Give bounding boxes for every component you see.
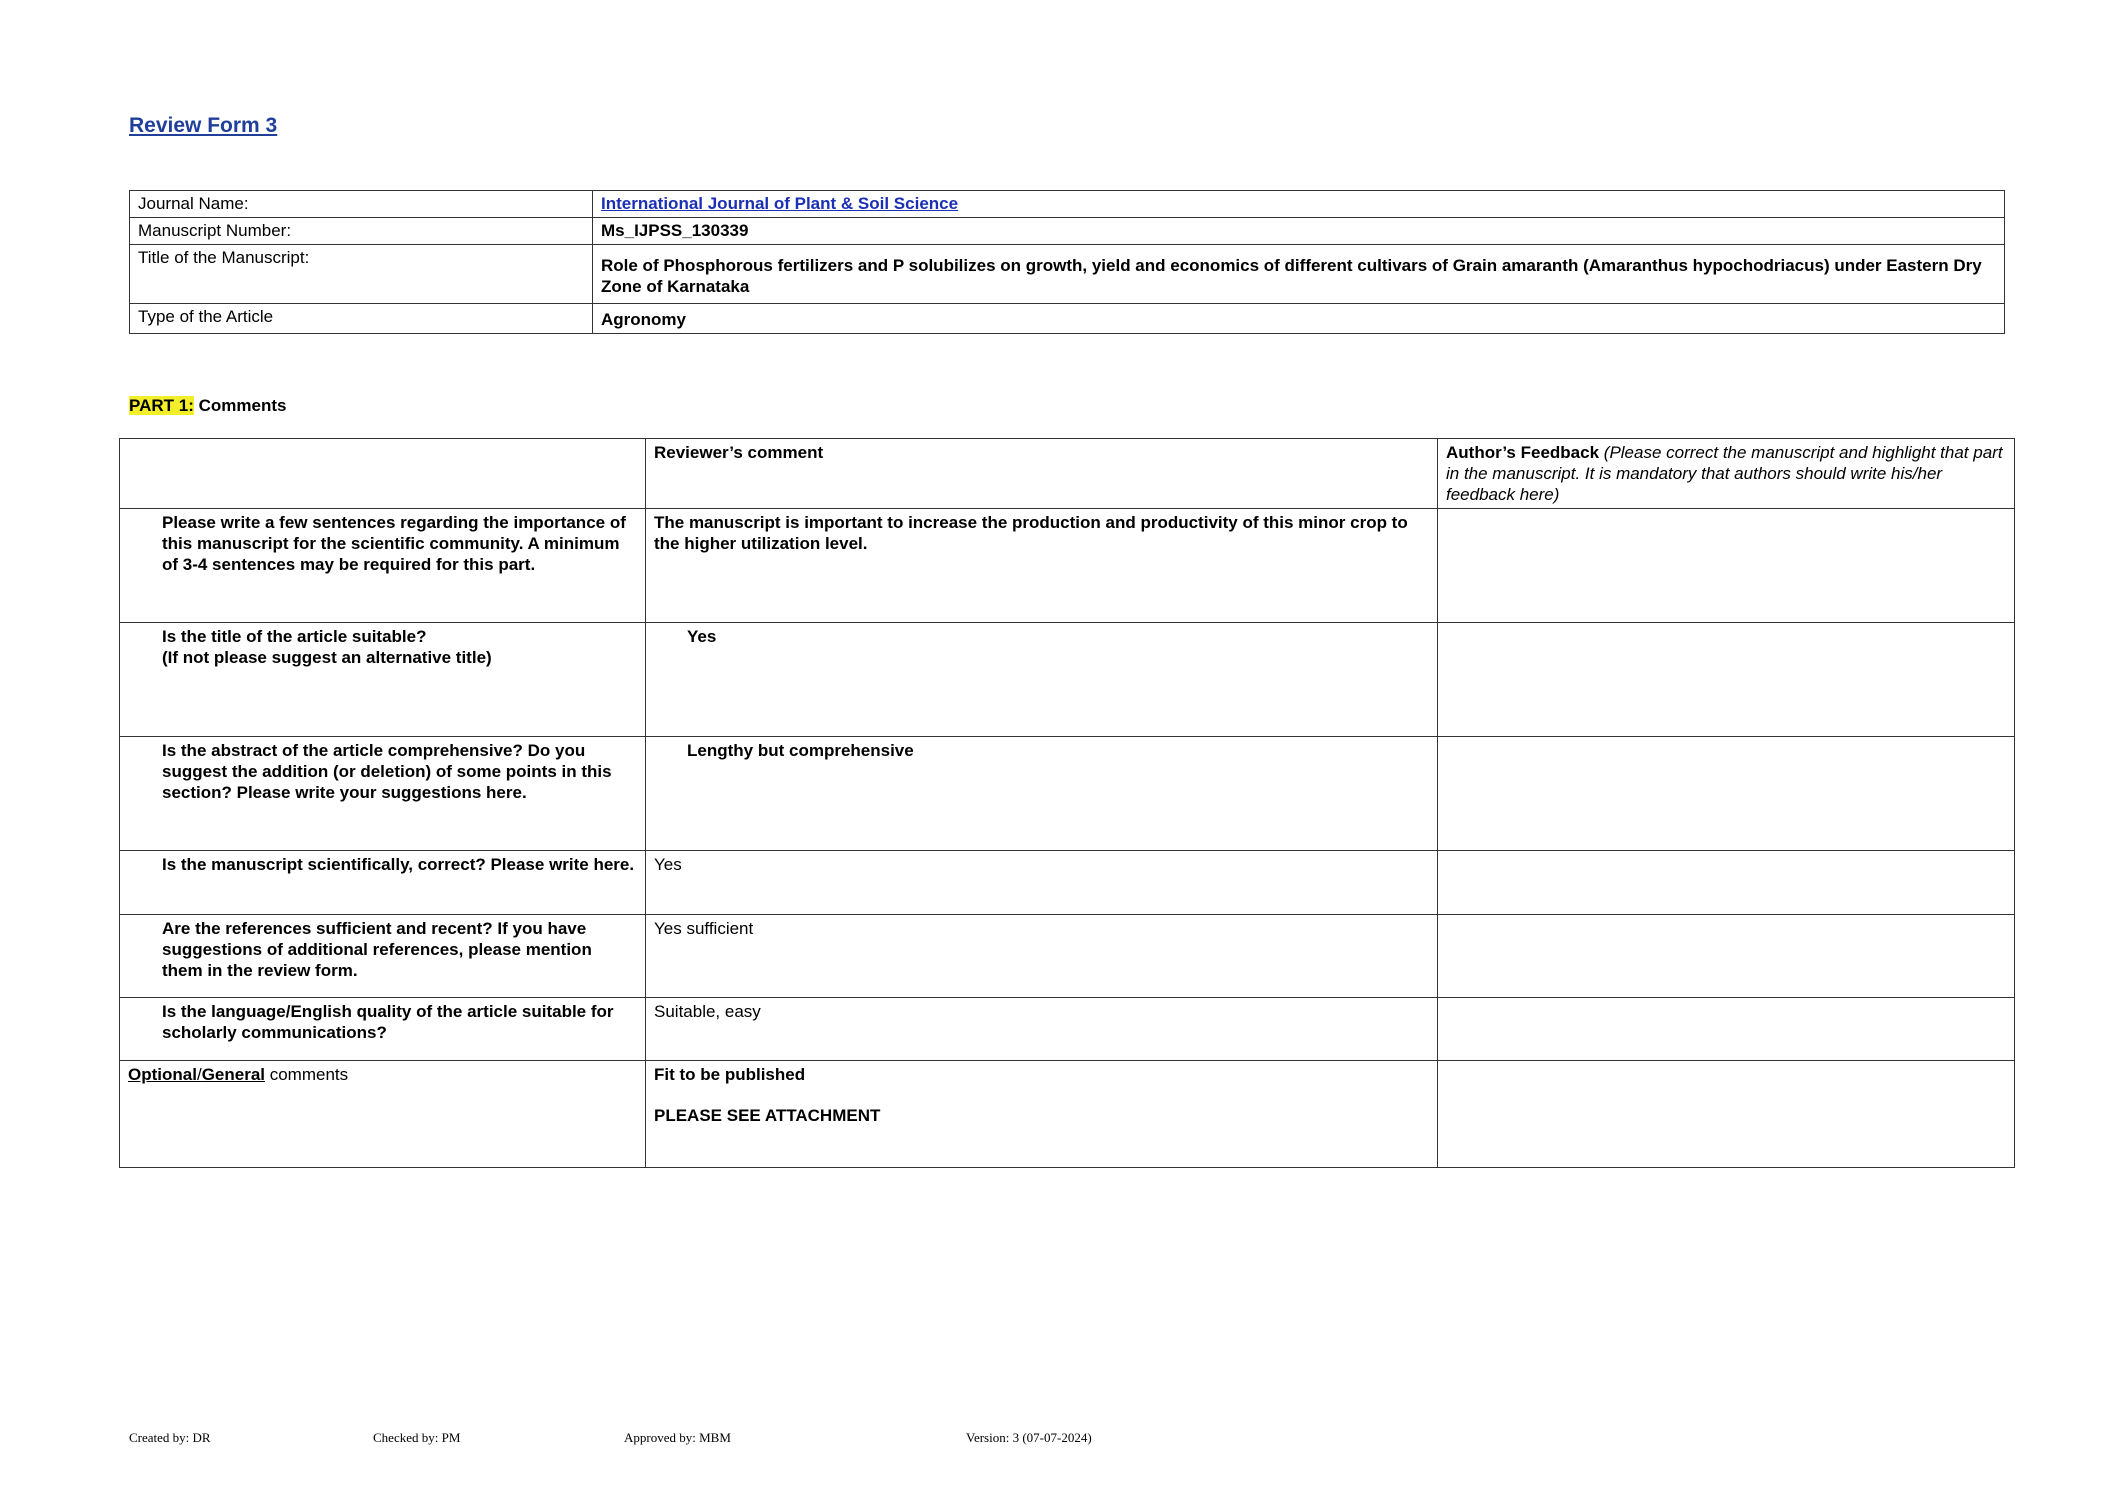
- question-abstract: Is the abstract of the article comprehensive? Do you suggest the addition (or deletion) of some points in this section? Please write your suggestions here.: [120, 737, 646, 851]
- manuscript-title-value: Role of Phosphorous fertilizers and P solubilizes on growth, yield and economics of different cultivars of Grain amaranth (Amaranthus hypochodriacus) under Eastern Dry Zone of Karnataka: [593, 245, 2005, 304]
- article-type-row: [130, 304, 2005, 334]
- form-title[interactable]: Review Form 3: [129, 114, 278, 137]
- footer-checked-by: Checked by: PM: [373, 1430, 461, 1445]
- manuscript-info-table: [129, 190, 2005, 334]
- comment-row-optional: [120, 1061, 2015, 1168]
- optional-general-label: [120, 1061, 646, 1168]
- article-type-value: Agronomy: [593, 304, 2005, 334]
- author-feedback-instructions: (Please correct the manuscript and highlight that part in the manuscript. It is mandatory that authors should write his/her feedback here): [1446, 443, 2003, 504]
- manuscript-number-row: [130, 218, 2005, 245]
- author-feedback-title: Author’s Feedback: [1446, 443, 1600, 462]
- answer-scientific: Yes: [646, 851, 1438, 915]
- header-empty-cell: [120, 439, 646, 509]
- author-feedback-header: [1438, 439, 2015, 509]
- question-title: [120, 623, 646, 737]
- answer-language: Suitable, easy: [646, 998, 1438, 1061]
- author-feedback-cell[interactable]: [1438, 737, 2015, 851]
- author-feedback-cell[interactable]: [1438, 1061, 2015, 1168]
- optional-answer-line1: Fit to be published: [654, 1065, 806, 1084]
- optional-label-sep: /: [196, 1065, 202, 1084]
- author-feedback-cell[interactable]: [1438, 509, 2015, 623]
- reviewer-comment-header: Reviewer’s comment: [646, 439, 1438, 509]
- question-title-line2: (If not please suggest an alternative title): [162, 648, 492, 667]
- question-importance: Please write a few sentences regarding the importance of this manuscript for the scientific community. A minimum of 3-4 sentences may be required for this part.: [120, 509, 646, 623]
- answer-importance: The manuscript is important to increase the production and productivity of this minor crop to the higher utilization level.: [646, 509, 1438, 623]
- question-scientific: Is the manuscript scientifically, correct? Please write here.: [120, 851, 646, 915]
- comments-table: [119, 438, 2015, 1168]
- comments-header-row: [120, 439, 2015, 509]
- optional-label-general: General: [201, 1065, 265, 1084]
- answer-abstract: Lengthy but comprehensive: [646, 737, 1438, 851]
- optional-label-comments: comments: [265, 1065, 349, 1084]
- author-feedback-cell[interactable]: [1438, 623, 2015, 737]
- optional-answer: [646, 1061, 1438, 1168]
- part1-title: Comments: [198, 396, 287, 415]
- comment-row-title: [120, 623, 2015, 737]
- manuscript-title-label: Title of the Manuscript:: [130, 245, 593, 304]
- footer-version: Version: 3 (07-07-2024): [966, 1430, 1092, 1445]
- optional-label-optional: Optional: [128, 1065, 197, 1084]
- question-language: Is the language/English quality of the article suitable for scholarly communications?: [120, 998, 646, 1061]
- author-feedback-cell[interactable]: [1438, 998, 2015, 1061]
- comment-row-abstract: [120, 737, 2015, 851]
- part1-label: PART 1:: [129, 396, 194, 415]
- comment-row-language: [120, 998, 2015, 1061]
- manuscript-number-value: Ms_IJPSS_130339: [593, 218, 2005, 245]
- footer-created-by: Created by: DR: [129, 1430, 211, 1445]
- part1-heading: [129, 396, 286, 416]
- manuscript-number-label: Manuscript Number:: [130, 218, 593, 245]
- author-feedback-cell[interactable]: [1438, 851, 2015, 915]
- question-title-line1: Is the title of the article suitable?: [162, 627, 427, 646]
- journal-row: [130, 191, 2005, 218]
- comment-row-references: [120, 915, 2015, 998]
- journal-label: Journal Name:: [130, 191, 593, 218]
- footer-approved-by: Approved by: MBM: [624, 1430, 731, 1445]
- article-type-label: Type of the Article: [130, 304, 593, 334]
- optional-answer-line2: PLEASE SEE ATTACHMENT: [654, 1106, 881, 1125]
- manuscript-title-row: [130, 245, 2005, 304]
- answer-references: Yes sufficient: [646, 915, 1438, 998]
- answer-title: Yes: [646, 623, 1438, 737]
- comment-row-importance: [120, 509, 2015, 623]
- author-feedback-cell[interactable]: [1438, 915, 2015, 998]
- question-references: Are the references sufficient and recent? If you have suggestions of additional references, please mention them in the review form.: [120, 915, 646, 998]
- journal-name-link[interactable]: International Journal of Plant & Soil Science: [593, 191, 2005, 218]
- comment-row-scientific: [120, 851, 2015, 915]
